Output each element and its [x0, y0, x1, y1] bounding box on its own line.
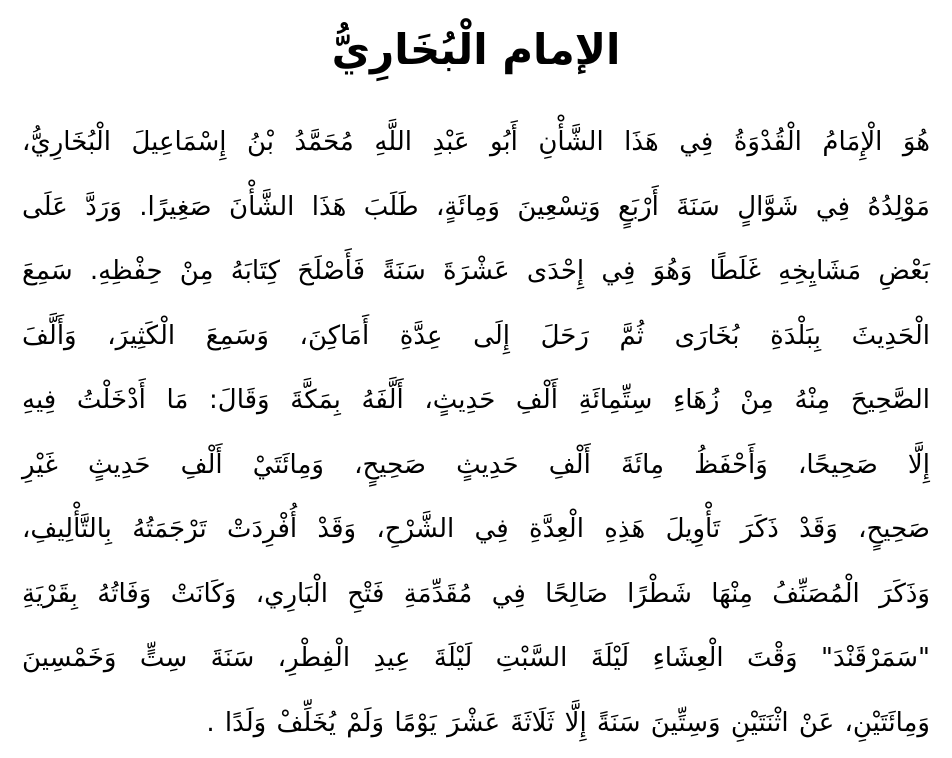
paragraph-line: بَعْضِ مَشَايِخِهِ غَلَطًا وَهُوَ فِي إِحْدَى عَشْرَةَ سَنَةً فَأَصْلَحَ كِتَابَهُ مِنْ حِفْظِهِ. سَمِعَ — [22, 256, 930, 286]
paragraph-line: هُوَ الْإِمَامُ الْقُدْوَةُ فِي هَذَا الشَّأْنِ أَبُو عَبْدِ اللَّهِ مُحَمَّدُ بْنُ إِسْمَاعِيلَ الْبُخَارِيُّ، — [22, 127, 930, 157]
paragraph-line: وَمِائَتَيْنِ، عَنْ اثْنَتَيْنِ وَسِتِّينَ سَنَةً إِلَّا ثَلَاثَةَ عَشْرَ يَوْمًا وَلَمْ يُخَلِّفْ وَلَدًا . — [206, 707, 930, 738]
paragraph — [22, 110, 930, 755]
paragraph-line: إِلَّا صَحِيحًا، وَأَحْفَظُ مِائَةَ أَلْفِ حَدِيثٍ صَحِيحٍ، وَمِائَتَيْ أَلْفِ حَدِيثٍ غَيْرِ — [22, 449, 930, 480]
page-title: الإمام الْبُخَارِيُّ — [331, 25, 621, 74]
paragraph-line: "سَمَرْقَنْدَ" وَقْتَ الْعِشَاءِ لَيْلَةَ السَّبْتِ لَيْلَةَ عِيدِ الْفِطْرِ، سَنَةَ سِتٍّ وَخَمْسِينَ — [22, 643, 930, 673]
paragraph-line: الصَّحِيحَ مِنْهُ مِنْ زُهَاءِ سِتِّمِائَةِ أَلْفِ حَدِيثٍ، أَلَّفَهُ بِمَكَّةَ وَقَالَ: مَا أَدْخَلْتُ فِيهِ — [22, 385, 930, 415]
paragraph-line: وَذَكَرَ الْمُصَنِّفُ مِنْهَا شَطْرًا صَالِحًا فِي مُقَدِّمَةِ فَتْحِ الْبَارِي، وَكَانَتْ وَفَاتُهُ بِقَرْيَةِ — [22, 578, 930, 609]
paragraph-line: صَحِيحٍ، وَقَدْ ذَكَرَ تَأْوِيلَ هَذِهِ الْعِدَّةِ فِي الشَّرْحِ، وَقَدْ أُفْرِدَتْ تَرْجَمَتُهُ بِالتَّأْلِيفِ، — [22, 514, 930, 544]
paragraph-line: مَوْلِدُهُ فِي شَوَّالٍ سَنَةَ أَرْبَعٍ وَتِسْعِينَ وَمِائَةٍ، طَلَبَ هَذَا الشَّأْنَ صَغِيرًا. وَرَدَّ عَلَى — [22, 191, 930, 222]
paragraph-line: الْحَدِيثَ بِبَلْدَةِ بُخَارَى ثُمَّ رَحَلَ إِلَى عِدَّةِ أَمَاكِنَ، وَسَمِعَ الْكَثِيرَ، وَأَلَّفَ — [22, 320, 930, 351]
